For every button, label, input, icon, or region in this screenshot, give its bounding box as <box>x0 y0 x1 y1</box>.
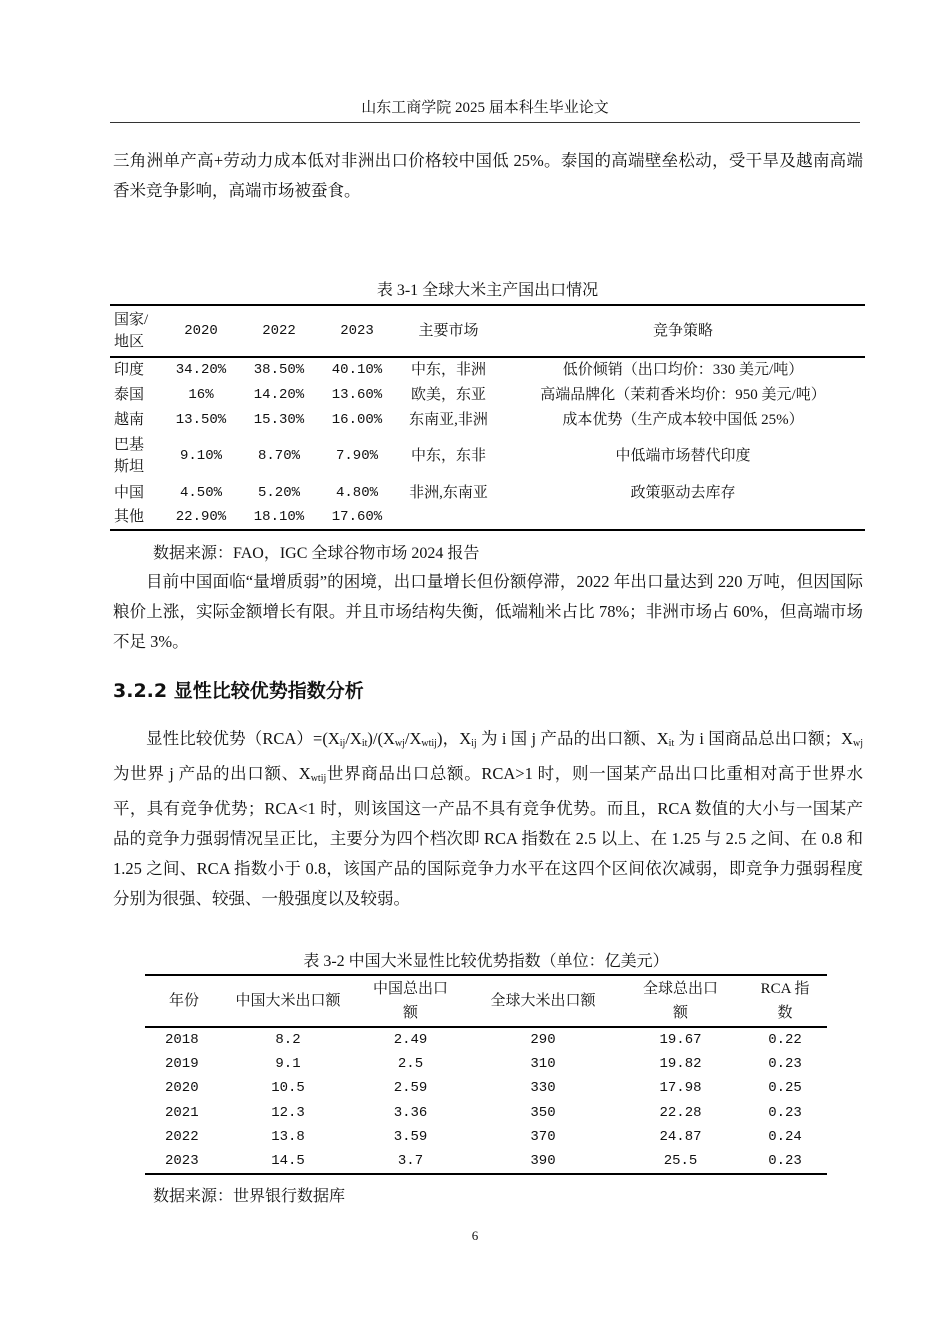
cell-2023: 40.10% <box>331 362 383 378</box>
cell-market: 非洲,东南亚 <box>409 484 488 501</box>
cell-strategy: 中低端市场替代印度 <box>615 448 751 464</box>
cell-2022: 15.30% <box>253 411 305 428</box>
subscript: wtij <box>421 738 437 749</box>
cell-2022: 18.10% <box>253 509 305 525</box>
cell-year: 2019 <box>165 1056 199 1073</box>
table-rice-exporters <box>110 304 865 531</box>
cell-year: 2018 <box>165 1032 199 1048</box>
cell-country: 其他 <box>114 509 145 525</box>
cell-2023: 4.80% <box>335 484 378 501</box>
header-2023: 2023 <box>340 323 374 339</box>
header-rca-index <box>743 975 827 1027</box>
cell-world-rice: 370 <box>530 1129 556 1146</box>
table-row <box>145 1149 827 1174</box>
text-fragment: /X <box>404 729 422 748</box>
cell-market: 中东，非洲 <box>410 362 486 378</box>
header-country <box>110 305 162 357</box>
cell-year: 2023 <box>165 1153 199 1170</box>
cell-2020: 22.90% <box>175 509 227 525</box>
table-row <box>145 1101 827 1125</box>
cell-country-line2: 斯坦 <box>114 459 145 475</box>
cell-country: 泰国 <box>114 386 145 403</box>
cell-china-total: 2.5 <box>397 1056 424 1073</box>
header-2022: 2022 <box>262 323 296 339</box>
page-number: 6 <box>471 1228 479 1243</box>
cell-2022: 14.20% <box>253 386 305 403</box>
table-row <box>110 505 865 530</box>
text-fragment: 为 i 国 j 产品的出口额、X <box>476 729 669 748</box>
text-fragment: /X <box>345 729 362 748</box>
cell-rca: 0.23 <box>768 1056 802 1073</box>
cell-world-rice: 330 <box>530 1080 556 1097</box>
header-country-line1: 国家/ <box>114 312 149 328</box>
cell-rca: 0.25 <box>768 1080 802 1097</box>
cell-2020: 34.20% <box>175 362 227 378</box>
header-market: 主要市场 <box>418 323 479 339</box>
header-line1: RCA 指 <box>760 981 810 997</box>
subscript: wj <box>853 738 863 749</box>
table1-source: 数据来源：FAO，IGC 全球谷物市场 2024 报告 <box>153 545 480 562</box>
cell-market: 中东，东非 <box>410 448 486 464</box>
cell-rca: 0.24 <box>768 1129 802 1146</box>
cell-china-rice: 10.5 <box>271 1080 305 1097</box>
cell-country: 印度 <box>114 362 145 378</box>
cell-rca: 0.23 <box>768 1104 802 1121</box>
header-year: 年份 <box>168 993 199 1009</box>
table-row <box>145 1027 827 1052</box>
table-row <box>110 407 865 432</box>
cell-china-rice: 8.2 <box>275 1032 301 1048</box>
cell-year: 2020 <box>165 1080 199 1097</box>
cell-china-rice: 14.5 <box>271 1153 305 1170</box>
header-china-rice-export: 中国大米出口额 <box>235 993 341 1009</box>
cell-china-total: 2.49 <box>393 1032 428 1048</box>
rca-definition-paragraph <box>113 724 863 914</box>
section-title: 3.2.2 显性比较优势指数分析 <box>113 680 364 702</box>
cell-country: 越南 <box>114 411 145 428</box>
table-row <box>145 1076 827 1100</box>
table-row <box>145 1125 827 1149</box>
cell-market: 欧美，东亚 <box>410 386 486 403</box>
cell-country: 中国 <box>114 484 145 501</box>
cell-2023: 16.00% <box>331 411 383 428</box>
cell-market <box>396 505 501 530</box>
cell-2022: 38.50% <box>253 362 305 378</box>
text-fragment: )，X <box>436 729 472 748</box>
intro-paragraph: 三角洲单产高+劳动力成本低对非洲出口价格较中国低 25%。泰国的高端壁垒松动，受干旱及越南高端香米竞争影响，高端市场被蚕食。 <box>113 151 863 200</box>
cell-china-total: 3.59 <box>393 1129 428 1146</box>
cell-china-rice: 9.1 <box>275 1056 301 1073</box>
table-row <box>110 357 865 382</box>
table-row <box>110 382 865 407</box>
cell-china-rice: 12.3 <box>271 1104 305 1121</box>
cell-market: 东南亚,非洲 <box>409 411 488 428</box>
text-fragment: 为世界 j 产品的出口额、X <box>113 764 311 783</box>
header-line2: 额 <box>672 1005 688 1021</box>
subscript: wj <box>394 738 405 749</box>
text-fragment: 显性比较优势（RCA）=(X <box>146 729 340 748</box>
page-header: 山东工商学院 2025 届本科生毕业论文 <box>110 98 860 123</box>
cell-2020: 13.50% <box>175 411 227 428</box>
cell-world-rice: 350 <box>530 1104 556 1121</box>
table2-caption: 表 3-2 中国大米显性比较优势指数（单位：亿美元） <box>303 953 669 970</box>
cell-rca: 0.22 <box>768 1032 802 1048</box>
cell-country <box>110 432 162 480</box>
cell-world-total: 24.87 <box>659 1129 702 1146</box>
cell-strategy: 高端品牌化（茉莉香米均价：950 美元/吨） <box>540 386 826 403</box>
table1-caption: 表 3-1 全球大米主产国出口情况 <box>376 282 599 299</box>
table1-header-row <box>110 305 865 357</box>
cell-2020: 16% <box>188 386 214 403</box>
header-world-total-export <box>618 975 743 1027</box>
subscript: ij <box>339 738 346 749</box>
header-world-rice-export: 全球大米出口额 <box>490 993 596 1009</box>
header-line1: 全球总出口 <box>642 981 718 997</box>
cell-2020: 9.10% <box>179 448 222 464</box>
text-fragment: 为 i 国商品总出口额；X <box>674 729 853 748</box>
header-line1: 中国总出口 <box>372 981 448 997</box>
cell-2022: 5.20% <box>257 484 300 501</box>
cell-world-total: 22.28 <box>659 1104 702 1121</box>
table-row <box>110 480 865 505</box>
cell-strategy: 成本优势（生产成本较中国低 25%） <box>562 411 804 428</box>
subscript: ij <box>471 738 477 749</box>
subscript: wtij <box>310 773 327 784</box>
cell-world-rice: 310 <box>530 1056 556 1073</box>
cell-2023: 17.60% <box>331 509 383 525</box>
cell-china-total: 2.59 <box>393 1080 428 1097</box>
header-strategy: 竞争策略 <box>652 323 713 339</box>
cell-strategy: 低价倾销（出口均价：330 美元/吨） <box>562 362 804 378</box>
header-line2: 额 <box>402 1005 418 1021</box>
header-country-line2: 地区 <box>114 334 145 350</box>
cell-year: 2021 <box>165 1104 199 1121</box>
cell-strategy: 政策驱动去库存 <box>630 484 736 501</box>
cell-2023: 13.60% <box>331 386 383 403</box>
cell-strategy <box>501 505 865 530</box>
table-row <box>145 1052 827 1076</box>
text-fragment: )/(X <box>367 729 395 748</box>
text-fragment: 世界商品出口总额。RCA>1 时，则一国某产品出口比重相对高于世界水平，具有竞争优势；RCA<1 时，则该国这一产品不具有竞争优势。而且，RCA 数值的大小与一国某产品的竞争力强弱情况呈正比，主要分为四个档次即 RCA 指数在 2.5 以上、在 1.25 与 2.5 之间、在 0.8 和 1.25 之间、RCA 指数小于 0.8，该国产品的国际竞争力水平在这四个区间依次减弱，即竞争力强弱程度分别为很强、较强、一般强度以及较弱。 <box>113 764 864 908</box>
subscript: it <box>361 738 368 749</box>
cell-world-rice: 390 <box>530 1153 556 1170</box>
cell-2022: 8.70% <box>257 448 300 464</box>
cell-year: 2022 <box>165 1129 199 1146</box>
cell-world-total: 25.5 <box>663 1153 698 1170</box>
cell-country-line1: 巴基 <box>114 437 145 453</box>
cell-world-total: 19.67 <box>659 1032 702 1048</box>
cell-china-total: 3.7 <box>397 1153 424 1170</box>
subscript: it <box>668 738 675 749</box>
header-line2: 数 <box>777 1005 793 1021</box>
table-china-rca <box>145 974 827 1175</box>
cell-2020: 4.50% <box>179 484 222 501</box>
table-row <box>110 432 865 480</box>
header-china-total-export <box>353 975 468 1027</box>
cell-china-total: 3.36 <box>393 1104 428 1121</box>
cell-2023: 7.90% <box>335 448 378 464</box>
cell-china-rice: 13.8 <box>271 1129 305 1146</box>
cell-world-rice: 290 <box>530 1032 556 1048</box>
table2-source: 数据来源：世界银行数据库 <box>153 1188 346 1205</box>
cell-world-total: 17.98 <box>659 1080 702 1097</box>
table2-header-row <box>145 975 827 1027</box>
paragraph-china-situation: 目前中国面临“量增质弱”的困境，出口量增长但份额停滞，2022 年出口量达到 220 万吨，但因国际粮价上涨，实际金额增长有限。并且市场结构失衡，低端籼米占比 78%；非洲市场占 60%，但高端市场不足 3%。 <box>113 572 863 651</box>
cell-world-total: 19.82 <box>659 1056 702 1073</box>
header-2020: 2020 <box>184 323 218 339</box>
cell-rca: 0.23 <box>768 1153 802 1170</box>
